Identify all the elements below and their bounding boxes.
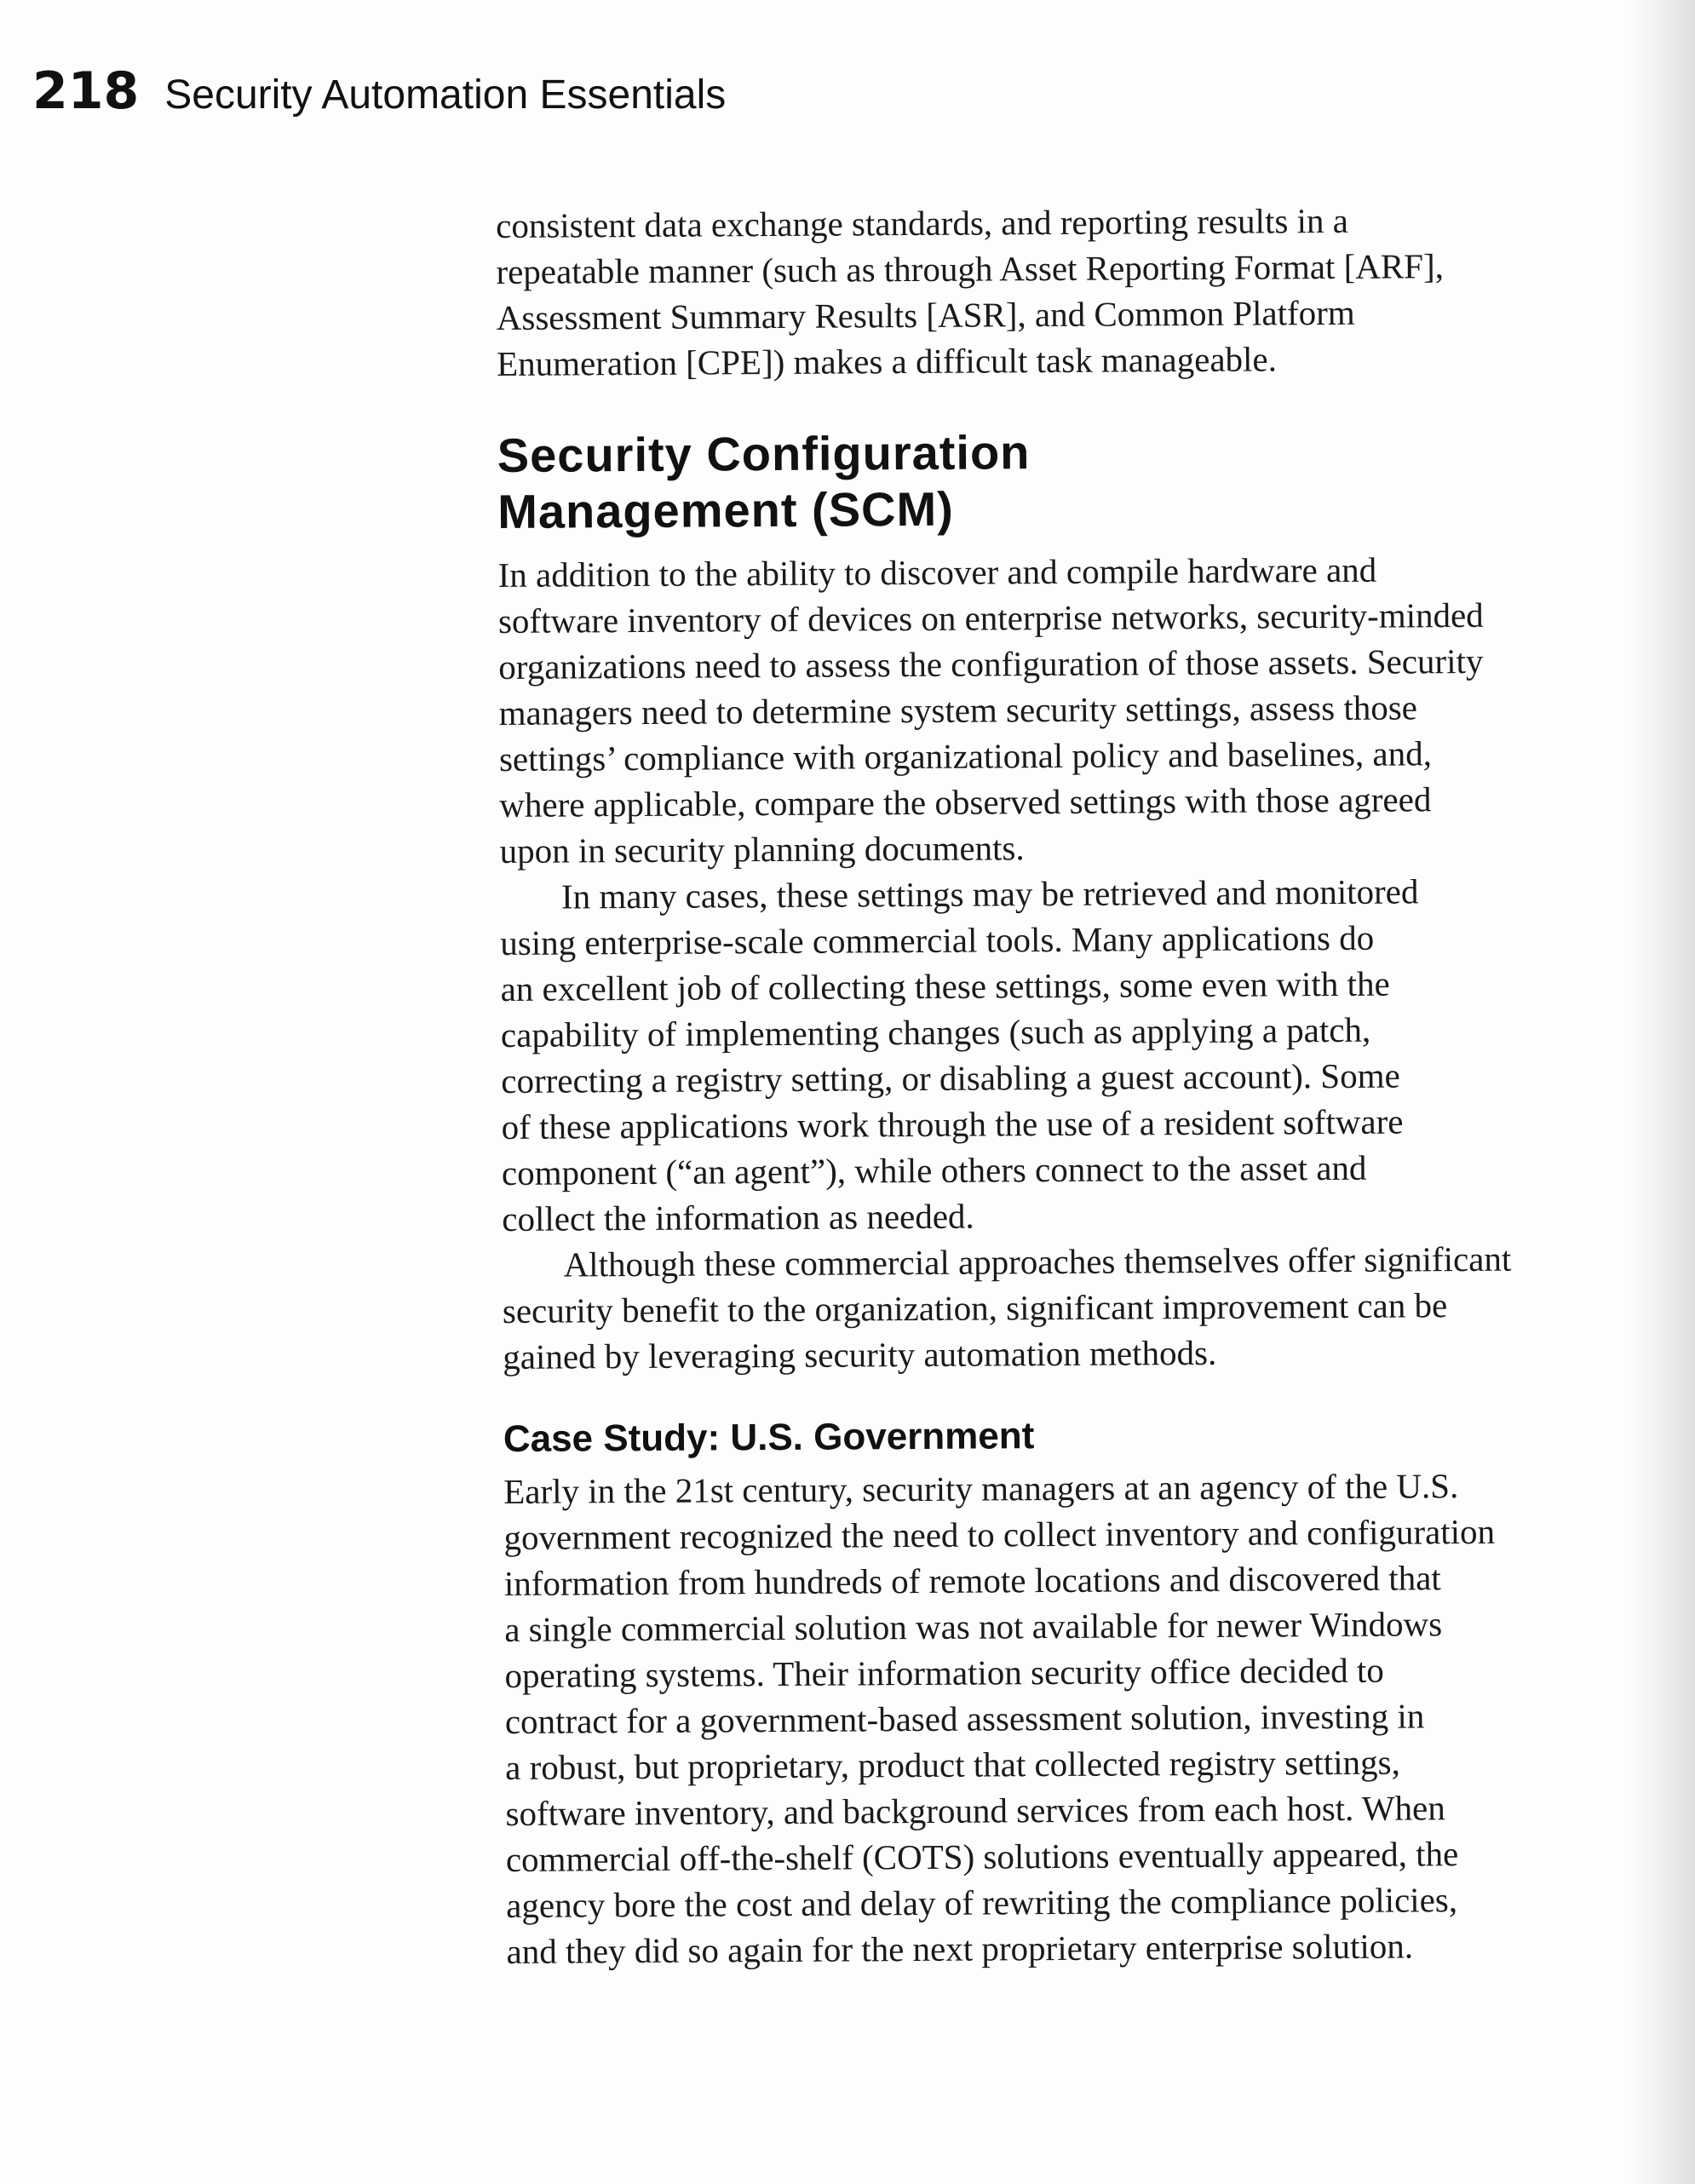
text-line: commercial off-the-shelf (COTS) solutions eventually appeared, the	[505, 1834, 1459, 1879]
page-edge-shadow	[1627, 0, 1695, 2184]
text-line: repeatable manner (such as through Asset Reporting Format [ARF],	[496, 246, 1445, 291]
text-line: Early in the 21st century, security managers at an agency of the U.S.	[503, 1466, 1459, 1511]
text-line: a single commercial solution was not available for newer Windows	[504, 1604, 1443, 1649]
section-heading	[497, 421, 1606, 540]
book-title: Security Automation Essentials	[164, 72, 727, 118]
text-line: and they did so again for the next proprietary enterprise solution.	[506, 1926, 1414, 1971]
text-line: Enumeration [CPE]) makes a difficult task manageable.	[497, 339, 1278, 383]
section-heading-line: Security Configuration	[497, 425, 1031, 482]
text-line: upon in security planning documents.	[499, 828, 1025, 871]
text-line: Assessment Summary Results [ASR], and Common Platform	[496, 292, 1355, 337]
text-line: a robust, but proprietary, product that collected registry settings,	[505, 1742, 1400, 1787]
case-study-paragraph	[503, 1462, 1614, 1974]
text-line: consistent data exchange standards, and reporting results in a	[496, 200, 1349, 245]
page-number: 218	[32, 61, 140, 121]
text-line: security benefit to the organization, significant improvement can be	[502, 1285, 1448, 1331]
text-line: In addition to the ability to discover and compile hardware and	[497, 549, 1377, 595]
section-heading-line: Management (SCM)	[497, 481, 954, 538]
text-line: In many cases, these settings may be retrieved and monitored	[560, 871, 1419, 917]
text-line: contract for a government-based assessment solution, investing in	[504, 1696, 1425, 1741]
text-line: managers need to determine system security settings, assess those	[498, 687, 1418, 733]
intro-paragraph	[496, 196, 1604, 387]
text-line: agency bore the cost and delay of rewriting the compliance policies,	[506, 1880, 1458, 1925]
text-line: gained by leveraging security automation methods.	[503, 1332, 1217, 1376]
text-line: settings’ compliance with organizational policy and baselines, and,	[498, 733, 1433, 779]
text-line: organizations need to assess the configuration of those assets. Security	[498, 641, 1484, 687]
text-line: operating systems. Their information security office decided to	[504, 1650, 1384, 1695]
text-line: an excellent job of collecting these settings, some even with the	[500, 963, 1390, 1009]
text-line: information from hundreds of remote locations and discovered that	[503, 1558, 1441, 1603]
text-line: collect the information as needed.	[502, 1196, 974, 1239]
text-line: software inventory, and background services from each host. When	[505, 1788, 1445, 1833]
section-paragraph-1	[498, 545, 1607, 874]
text-line: capability of implementing changes (such as applying a patch,	[500, 1009, 1371, 1055]
text-line: correcting a registry setting, or disabling a guest account). Some	[501, 1055, 1400, 1101]
section-paragraph-2	[500, 867, 1610, 1242]
text-line: where applicable, compare the observed settings with those agreed	[499, 779, 1432, 825]
text-line: component (“an agent”), while others connect to the asset and	[501, 1147, 1367, 1193]
running-head	[32, 61, 726, 121]
section-paragraph-3	[502, 1235, 1610, 1380]
text-line: software inventory of devices on enterprise networks, security-minded	[497, 595, 1484, 641]
text-line: of these applications work through the use of a resident software	[501, 1101, 1404, 1147]
text-line: using enterprise-scale commercial tools. Many applications do	[500, 917, 1375, 963]
page-body	[496, 196, 1614, 1974]
text-line: Although these commercial approaches themselves offer significant	[563, 1239, 1512, 1285]
text-line: government recognized the need to collect inventory and configuration	[503, 1511, 1496, 1557]
case-study-heading: Case Study: U.S. Government	[503, 1415, 1035, 1460]
